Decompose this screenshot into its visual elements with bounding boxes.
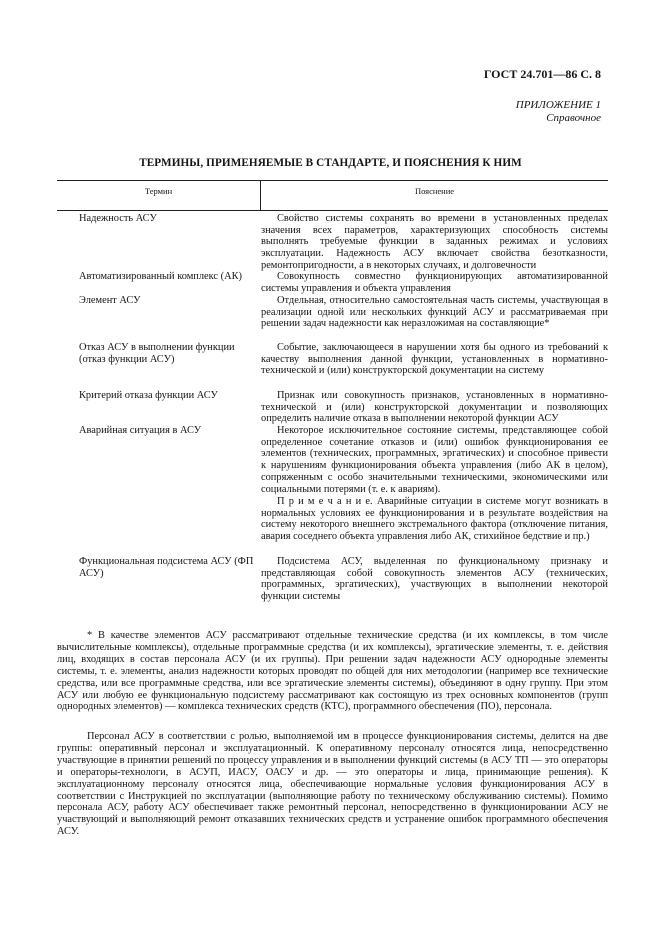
definition-automated-complex: Совокупность совместно функционирующих автоматизированной системы управления и объекта управления [261,271,608,294]
definition-function-failure: Событие, заключающееся в нарушении хотя бы одного из требований к качеству выполнения данной функции, установленных в нормативно-технической и (или) конструкторской документации на систему [261,342,608,377]
definition-functional-subsystem: Подсистема АСУ, выделенная по функциональному признаку и представляющая собой совокупность элементов АСУ (технических, программных, эргатических), участвующих в выполнении некоторой функции системы [261,556,608,603]
table-top-rule [57,180,608,181]
footnote-personnel: Персонал АСУ в соответствии с ролью, выполняемой им в процессе функционирования системы, делится на две группы: оперативный персонал и эксплуатационный. К оперативному персоналу относятся лица, непосредственно участвующие в принятии решений по процессу управления и в выполнении функций системы (в АСУ ТП — это операторы и операторы-технологи, в АСУП, ИАСУ, ОАСУ и др. — это операторы и лица, принимающие решения). К эксплуатационному персоналу относятся лица, обеспечивающие нормальные условия функционирования АСУ в соответствии с Инструкцией по эксплуатации (выполняющие работу по техническому обслуживанию системы). Помимо персонала АСУ, работу АСУ обеспечивает также ремонтный персонал, непосредственно в функционировании АСУ не участвующий и выполняющий ремонт отказавших технических средств и устранение ошибок программного обеспечения АСУ. [57,731,608,838]
column-header-explanation: Пояснение [414,186,455,196]
definition-element: Отдельная, относительно самостоятельная часть системы, участвующая в реализации одной или нескольких функций АСУ и рассматриваемая при решении задач надежности как неразложимая на составляющие* [261,295,608,330]
term-reliability: Надежность АСУ [79,213,157,224]
definition-emergency: Некоторое исключительное состояние системы, представляющее собой определенное сочетание отказов и (или) ошибок функционирования ее элементов (технических, программных, эргатических) и способное привести к нарушениям функционирования объекта управления (либо АК в целом), сопряженным с особо значительными техническими, экономическими или социальными потерями (т. е. к авариям). [261,425,608,495]
term-function-failure: Отказ АСУ в выполнении функции (отказ функции АСУ) [79,342,235,365]
appendix-title: ПРИЛОЖЕНИЕ 1 [515,99,601,111]
term-automated-complex: Автоматизированный комплекс (АК) [79,271,243,282]
appendix-subtitle: Справочное [546,112,601,124]
term-emergency: Аварийная ситуация в АСУ [79,425,202,436]
note-label: П р и м е ч а н и е. [277,496,373,507]
document-title: ТЕРМИНЫ, ПРИМЕНЯЕМЫЕ В СТАНДАРТЕ, И ПОЯСНЕНИЯ К НИМ [139,157,522,169]
note-text: Аварийные ситуации в системе могут возникать в нормальных условиях ее функционирования и в результате воздействия на систему некоторого внешнего экстремального фактора (отключение питания, авария соседнего объекта управления либо АК, стихийное бедствие и пр.) [261,496,609,543]
term-failure-criterion: Критерий отказа функции АСУ [79,390,218,401]
definition-reliability: Свойство системы сохранять во времени в установленных пределах значения всех параметров, характеризующих способность системы выполнять требуемые функции в заданных режимах и условиях эксплуатации. Надежность АСУ включает свойства безотказности, ремонтопригодности, а в некоторых случаях, и долговечности [261,213,608,271]
definition-failure-criterion: Признак или совокупность признаков, установленных в нормативно-технической и (или) конструкторской документации и позволяющих определить наличие отказа в выполнении некоторой функции АСУ [261,390,608,425]
column-header-term: Термин [144,186,173,196]
page-header: ГОСТ 24.701—86 С. 8 [483,67,601,81]
footnote-elements: * В качестве элементов АСУ рассматривают отдельные технические средства (и их комплексы, в том числе вычислительные комплексы), отдельные программные средства (и их комплексы), эргатические элементы, т. е. действия лиц, входящих в состав персонала АСУ (и их группы). При решении задач надежности АСУ однородные элементы системы, т. е. элементы, анализ надежности которых проводят по общей для них методологии (например все технические средства, или все программные средства, или все эргатические элементы системы), объединяют в одну группу. При этом АСУ или любую ее функциональную подсистему рассматривают как состоящую из трех основных компонентов (групп однородных элементов) — комплекса технических средств (КТС), программного обеспечения (ПО), персонала. [57,630,608,713]
term-functional-subsystem: Функциональная подсистема АСУ (ФП АСУ) [79,556,254,579]
emergency-note [261,496,608,543]
term-element: Элемент АСУ [79,295,141,306]
table-header-rule [57,210,608,211]
appendix-block [401,99,601,125]
